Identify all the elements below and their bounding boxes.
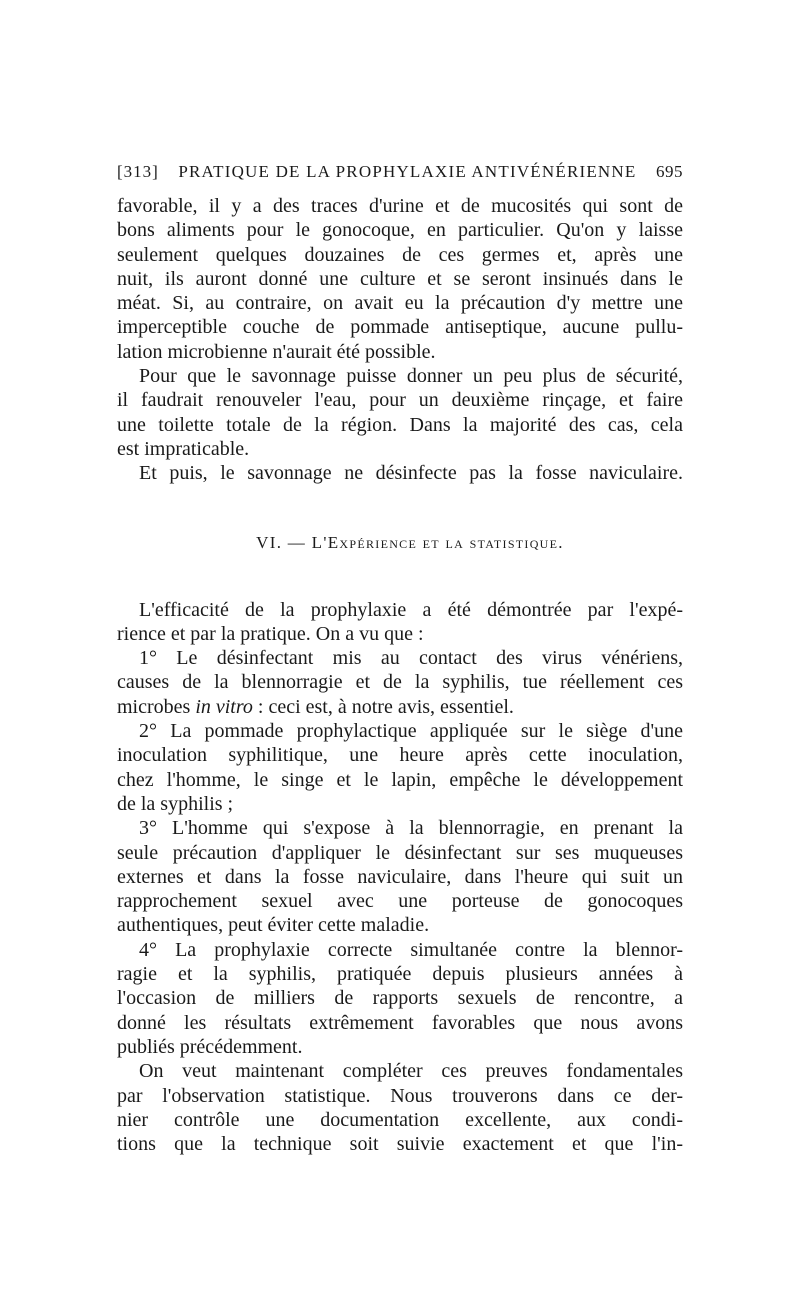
text-line: Pour que le savonnage puisse donner un peu plus de sécurité,: [139, 365, 683, 388]
text-line: une toilette totale de la région. Dans la majorité des cas, cela: [117, 413, 683, 436]
page: [117, 150, 683, 1156]
text-line: par l'observation statistique. Nous trouverons dans ce der-: [117, 1084, 683, 1107]
section-heading: [117, 530, 683, 556]
paragraph-1: [117, 194, 683, 364]
text-line: [117, 695, 683, 719]
spacer: [117, 486, 683, 530]
list-item-4: [117, 938, 683, 1059]
text-span: : ceci est, à notre avis, essentiel.: [252, 695, 514, 718]
text-line: nier contrôle une documentation excellente, aux condi-: [117, 1108, 683, 1131]
text-line: seulement quelques douzaines de ces germes et, après une: [117, 243, 683, 266]
text-line: publiés précédemment.: [117, 1035, 303, 1058]
text-line: tions que la technique soit suivie exactement et que l'in-: [117, 1133, 683, 1156]
section-number: VI. —: [256, 532, 307, 552]
text-line: favorable, il y a des traces d'urine et de mucosités qui sont de: [117, 195, 683, 217]
section-title: L'Expérience et la statistique.: [311, 532, 564, 552]
text-line: externes et dans la fosse naviculaire, dans l'heure qui suit un: [117, 865, 683, 888]
text-line: 4° La prophylaxie correcte simultanée contre la blennor-: [139, 938, 683, 961]
text-line: il faudrait renouveler l'eau, pour un deuxième rinçage, et faire: [117, 389, 683, 412]
text-line: Et puis, le savonnage ne désinfecte pas la fosse naviculaire.: [139, 462, 683, 485]
text-line: 2° La pommade prophylactique appliquée sur le siège d'une: [139, 720, 683, 743]
paragraph-4: [117, 598, 683, 647]
running-title: PRATIQUE DE LA PROPHYLAXIE ANTIVÉNÉRIENNE: [178, 162, 637, 181]
text-line: chez l'homme, le singe et le lapin, empêche le développement: [117, 768, 683, 791]
text-line: 3° L'homme qui s'expose à la blennorragie, en prenant la: [139, 817, 683, 840]
text-line: donné les résultats extrêmement favorables que nous avons: [117, 1011, 683, 1034]
spacer: [117, 556, 683, 598]
text-line: bons aliments pour le gonocoque, en particulier. Qu'on y laisse: [117, 219, 683, 242]
text-line: ragie et la syphilis, pratiquée depuis plusieurs années à: [117, 963, 683, 986]
text-line: rience et par la pratique. On a vu que :: [117, 622, 424, 645]
text-line: On veut maintenant compléter ces preuves fondamentales: [139, 1060, 683, 1083]
text-span: microbes: [117, 695, 196, 718]
running-head: [117, 150, 683, 194]
text-line: de la syphilis ;: [117, 792, 234, 815]
italic-term: in vitro: [195, 695, 253, 718]
paragraph-2: [117, 364, 683, 461]
text-line: méat. Si, au contraire, on avait eu la précaution d'y mettre une: [117, 292, 683, 315]
text-line: L'efficacité de la prophylaxie a été démontrée par l'expé-: [139, 598, 683, 621]
paragraph-5: [117, 1059, 683, 1156]
text-line: rapprochement sexuel avec une porteuse de gonocoques: [117, 890, 683, 913]
text-line: imperceptible couche de pommade antiseptique, aucune pullu-: [117, 316, 683, 339]
page-number: 695: [655, 162, 683, 181]
section-folio: [313]: [117, 162, 159, 181]
list-item-1: [117, 646, 683, 719]
text-line: l'occasion de milliers de rapports sexuels de rencontre, a: [117, 987, 683, 1010]
list-item-3: [117, 816, 683, 937]
text-line: nuit, ils auront donné une culture et se seront insinués dans le: [117, 267, 683, 290]
text-line: inoculation syphilitique, une heure après cette inoculation,: [117, 744, 683, 767]
text-line: lation microbienne n'aurait été possible.: [117, 340, 436, 363]
text-line: seule précaution d'appliquer le désinfectant sur ses muqueuses: [117, 841, 683, 864]
text-line: authentiques, peut éviter cette maladie.: [117, 914, 430, 937]
text-line: est impraticable.: [117, 437, 250, 460]
list-item-2: [117, 719, 683, 816]
text-line: causes de la blennorragie et de la syphilis, tue réellement ces: [117, 671, 683, 694]
text-line: 1° Le désinfectant mis au contact des virus vénériens,: [139, 647, 683, 670]
paragraph-3: [117, 461, 683, 485]
